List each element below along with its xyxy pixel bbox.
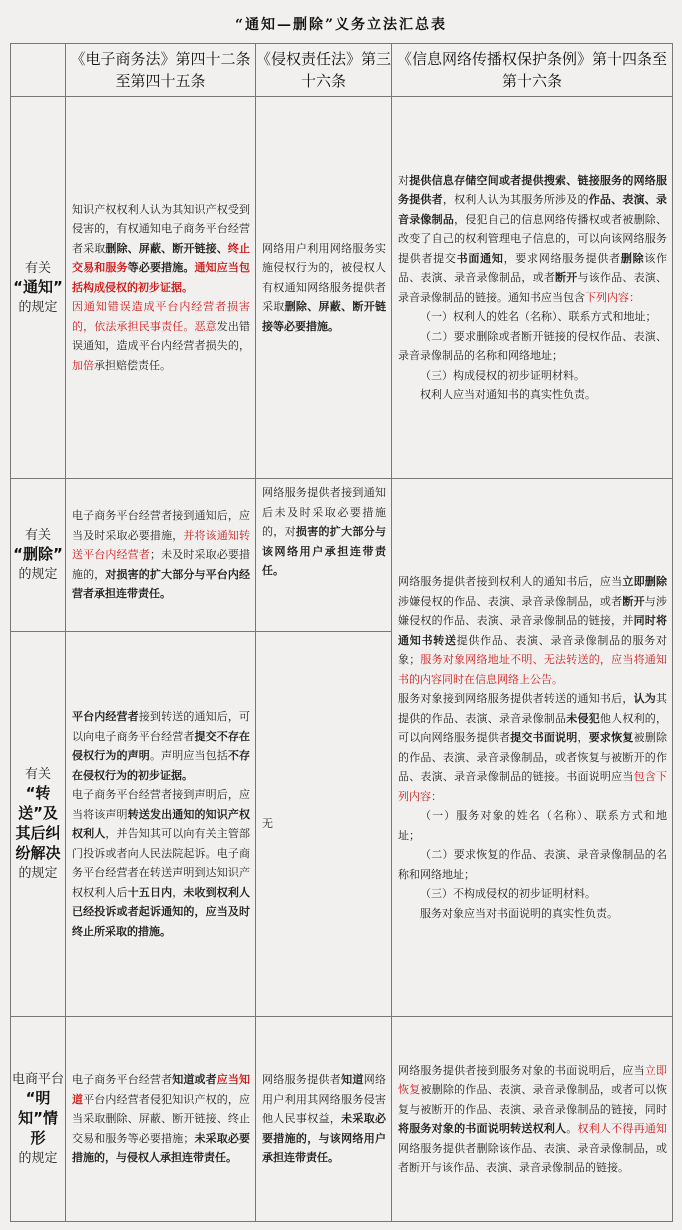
cell-delete-tort: 网络服务提供者接到通知后未及时采取必要措施的，对损害的扩大部分与该网络用户承担连带责任。 (256, 479, 392, 632)
row-label-aware: 电商平台 “明知”情形 的规定 (11, 1017, 66, 1222)
header-network-regulation: 《信息网络传播权保护条例》第十四条至第十六条 (392, 44, 673, 97)
row-notify (11, 97, 673, 479)
header-blank (11, 44, 66, 97)
cell-delete-ecommerce: 电子商务平台经营者接到通知后，应当及时采取必要措施，并将该通知转送平台内经营者；未及时采取必要措施的，对损害的扩大部分与平台内经营者承担连带责任。 (66, 479, 256, 632)
cell-delete-transfer-regulation: 网络服务提供者接到权利人的通知书后，应当立即删除涉嫌侵权的作品、表演、录音录像制品，或者断开与涉嫌侵权的作品、表演、录音录像制品的链接，并同时将通知书转送提供作品、表演、录音录像制品的服务对象；服务对象网络地址不明、无法转送的，应当将通知书的内容同时在信息网络上公告。 服务对象接到网络服务提供者转送的通知书后，认为其提供的作品、表演、录音录像制品未侵犯他人权利的，可以向网络服务提供者提交书面说明，要求恢复被删除的作品、表演、录音录像制品，或者恢复与被断开的作品、表演、录音录像制品的链接。书面说明应当包含下列内容： （一）服务对象的姓名（名称）、联系方式和地址； （二）要求恢复的作品、表演、录音录像制品的名称和网络地址； （三）不构成侵权的初步证明材料。 服务对象应当对书面说明的真实性负责。 (392, 479, 673, 1017)
cell-aware-regulation: 网络服务提供者接到服务对象的书面说明后，应当立即恢复被删除的作品、表演、录音录像制品，或者可以恢复与被断开的作品、表演、录音录像制品的链接，同时将服务对象的书面说明转送权利人。权利人不得再通知网络服务提供者删除该作品、表演、录音录像制品，或者断开与该作品、表演、录音录像制品的链接。 (392, 1017, 673, 1222)
row-label-delete: 有关 “删除” 的规定 (11, 479, 66, 632)
header-row (11, 44, 673, 97)
row-delete (11, 479, 673, 632)
page-title: “通知—删除”义务立法汇总表 (234, 17, 448, 33)
cell-notify-ecommerce: 知识产权权利人认为其知识产权受到侵害的，有权通知电子商务平台经营者采取删除、屏蔽、断开链接、终止交易和服务等必要措施。通知应当包括构成侵权的初步证据。 因通知错误造成平台内经营者损害的，依法承担民事责任。恶意发出错误通知，造成平台内经营者损失的，加倍承担赔偿责任。 (66, 97, 256, 479)
header-ecommerce-law: 《电子商务法》第四十二条至第四十五条 (66, 44, 256, 97)
cell-aware-tort: 网络服务提供者知道网络用户利用其网络服务侵害他人民事权益，未采取必要措施的，与该网络用户承担连带责任。 (256, 1017, 392, 1222)
row-label-transfer: 有关 “转送”及其后纠纷解决 的规定 (11, 632, 66, 1017)
cell-notify-tort: 网络用户利用网络服务实施侵权行为的，被侵权人有权通知网络服务提供者采取删除、屏蔽、断开链接等必要措施。 (256, 97, 392, 479)
row-aware (11, 1017, 673, 1222)
cell-transfer-ecommerce: 平台内经营者接到转送的通知后，可以向电子商务平台经营者提交不存在侵权行为的声明。声明应当包括不存在侵权行为的初步证据。 电子商务平台经营者接到声明后，应当将该声明转送发出通知的知识产权权利人，并告知其可以向有关主管部门投诉或者向人民法院起诉。电子商务平台经营者在转送声明到达知识产权权利人后十五日内，未收到权利人已经投诉或者起诉通知的，应当及时终止所采取的措施。 (66, 632, 256, 1017)
cell-aware-ecommerce: 电子商务平台经营者知道或者应当知道平台内经营者侵犯知识产权的，应当采取删除、屏蔽、断开链接、终止交易和服务等必要措施；未采取必要措施的，与侵权人承担连带责任。 (66, 1017, 256, 1222)
cell-transfer-tort: 无 (256, 632, 392, 1017)
header-tort-law: 《侵权责任法》第三十六条 (256, 44, 392, 97)
row-label-notify: 有关 “通知” 的规定 (11, 97, 66, 479)
summary-table (10, 43, 673, 1222)
cell-notify-regulation: 对提供信息存储空间或者提供搜索、链接服务的网络服务提供者，权利人认为其服务所涉及的作品、表演、录音录像制品，侵犯自己的信息网络传播权或者被删除、改变了自己的权利管理电子信息的，可以向该网络服务提供者提交书面通知，要求网络服务提供者删除该作品、表演、录音录像制品，或者断开与该作品、表演、录音录像制品的链接。通知书应当包含下列内容： （一）权利人的姓名（名称）、联系方式和地址； （二）要求删除或者断开链接的侵权作品、表演、录音录像制品的名称和网络地址； （三）构成侵权的初步证明材料。 权利人应当对通知书的真实性负责。 (392, 97, 673, 479)
